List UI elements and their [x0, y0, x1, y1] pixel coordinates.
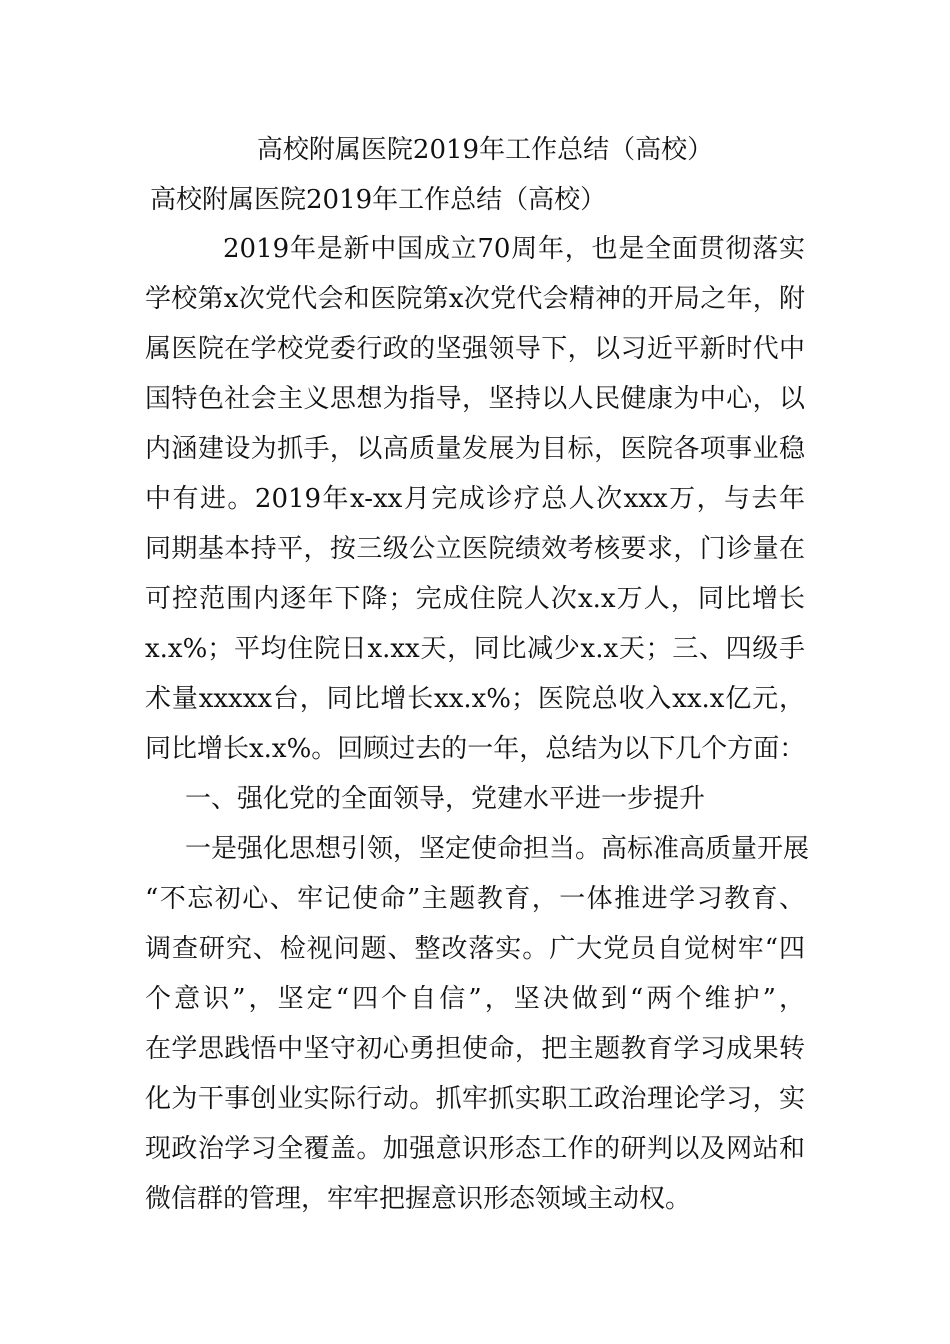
paragraph2-line-6: 化为干事创业实际行动。抓牢抓实职工政治理论学习，实: [145, 1084, 805, 1114]
paragraph1-line-4: 国特色社会主义思想为指导，坚持以人民健康为中心，以: [145, 384, 805, 414]
paragraph1-line-11: 同比增长x.x%。回顾过去的一年，总结为以下几个方面：: [145, 734, 806, 764]
paragraph1-line-8: 可控范围内逐年下降；完成住院人次x.x万人，同比增长: [145, 584, 805, 614]
paragraph2-line-1: 一是强化思想引领，坚定使命担当。高标准高质量开展: [185, 834, 810, 864]
paragraph1-line-5: 内涵建设为抓手，以高质量发展为目标，医院各项事业稳: [145, 434, 805, 464]
paragraph2-line-8: 微信群的管理，牢牢把握意识形态领域主动权。: [145, 1184, 692, 1214]
paragraph1-line-1: 2019年是新中国成立70周年，也是全面贯彻落实: [223, 234, 805, 264]
paragraph1-line-3: 属医院在学校党委行政的坚强领导下，以习近平新时代中: [145, 334, 805, 364]
paragraph1-line-6: 中有进。2019年x-xx月完成诊疗总人次xxx万，与去年: [145, 484, 805, 514]
paragraph2-line-2: “不忘初心、牢记使命”主题教育，一体推进学习教育、: [145, 884, 805, 914]
paragraph2-line-4: 个意识”，坚定“四个自信”，坚决做到“两个维护”，: [145, 984, 805, 1014]
paragraph2-line-5: 在学思践悟中坚守初心勇担使命，把主题教育学习成果转: [145, 1034, 805, 1064]
paragraph1-line-10: 术量xxxxx台，同比增长xx.x%；医院总收入xx.x亿元，: [145, 684, 805, 714]
paragraph1-line-9: x.x%；平均住院日x.xx天，同比减少x.x天；三、四级手: [145, 634, 805, 664]
document-title: 高校附属医院2019年工作总结（高校）: [256, 135, 714, 165]
section-heading-1: 一、强化党的全面领导，党建水平进一步提升: [185, 784, 706, 814]
paragraph1-line-7: 同期基本持平，按三级公立医院绩效考核要求，门诊量在: [145, 534, 805, 564]
paragraph2-line-7: 现政治学习全覆盖。加强意识形态工作的研判以及网站和: [145, 1134, 805, 1164]
document-subtitle: 高校附属医院2019年工作总结（高校）: [150, 185, 607, 215]
paragraph1-line-2: 学校第x次党代会和医院第x次党代会精神的开局之年，附: [145, 284, 805, 314]
paragraph2-line-3: 调查研究、检视问题、整改落实。广大党员自觉树牢“四: [145, 934, 805, 964]
